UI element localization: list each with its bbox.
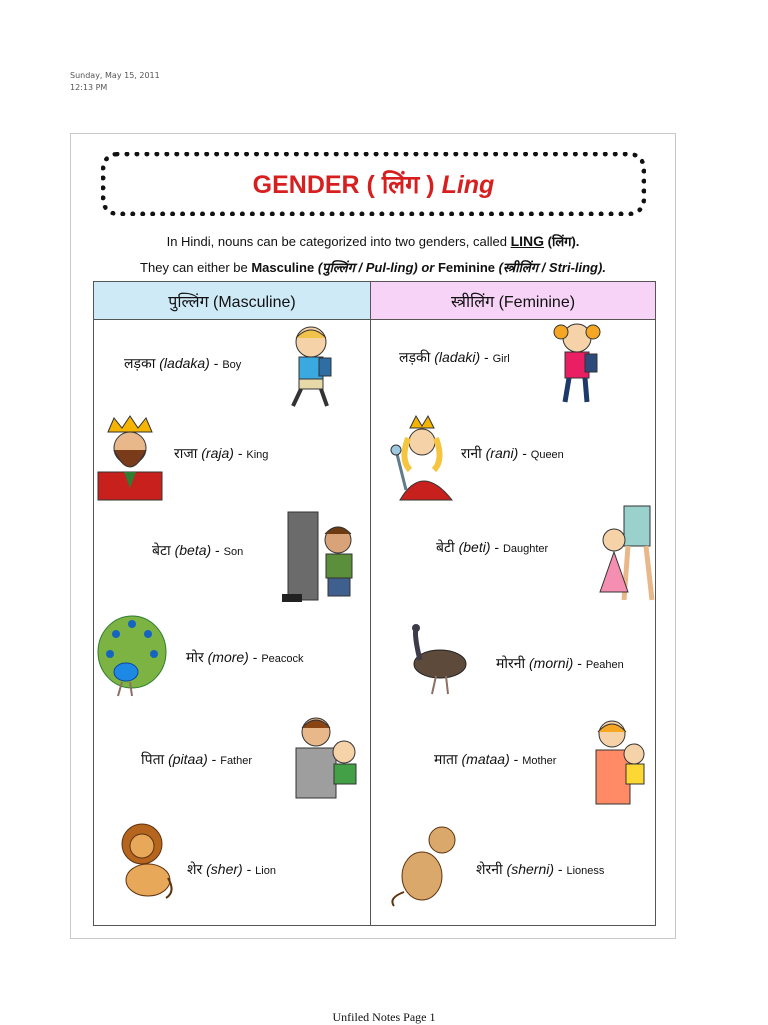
note-date: Sunday, May 15, 2011 (70, 71, 160, 80)
hindi-word: शेरनी (476, 861, 503, 877)
hindi-word: पिता (141, 751, 165, 767)
separator: - (518, 445, 531, 461)
king-illustration (94, 414, 166, 502)
peacock-illustration (96, 612, 168, 702)
transliteration: (more) (207, 649, 249, 665)
feminine-entry (461, 444, 564, 463)
title-main: GENDER ( लिंग ) (252, 171, 435, 199)
separator: - (242, 861, 256, 877)
queen-illustration (386, 410, 458, 502)
masculine-header: पुल्लिंग (Masculine) (94, 282, 371, 320)
english-word: Peacock (261, 653, 304, 665)
intro-feminine: Feminine (437, 260, 496, 275)
english-word: Lion (255, 865, 276, 877)
separator: - (248, 649, 262, 665)
separator: - (509, 751, 523, 767)
english-word: Boy (222, 359, 242, 371)
intro-line-1 (71, 232, 675, 250)
transliteration: (ladaki) (434, 349, 481, 365)
english-word: Mother (522, 755, 557, 767)
boy-illustration (279, 322, 344, 412)
separator: - (233, 445, 247, 461)
daughter-illustration (594, 504, 656, 604)
mother-illustration (590, 716, 652, 808)
feminine-entry (496, 654, 624, 673)
masculine-entry (152, 541, 243, 560)
transliteration: (pitaa) (168, 751, 208, 767)
hindi-word: बेटी (436, 539, 455, 555)
intro-masculine: Masculine (251, 260, 315, 275)
note-time: 12:13 PM (70, 83, 108, 92)
feminine-entry (434, 750, 556, 769)
peahen-illustration (402, 622, 472, 698)
lion-illustration (118, 822, 176, 902)
intro-ling: LING (510, 233, 545, 249)
note-timestamp (70, 70, 160, 94)
hindi-word: मोरनी (496, 655, 526, 671)
transliteration: (raja) (201, 445, 234, 461)
separator: - (211, 542, 224, 558)
title-frame (101, 152, 646, 216)
transliteration: (morni) (529, 655, 574, 671)
transliteration: (sher) (206, 861, 243, 877)
page-title (253, 167, 495, 201)
separator: - (573, 655, 586, 671)
feminine-entry (476, 860, 604, 879)
intro-striling: (स्त्रीलिंग / Stri-ling). (495, 260, 606, 275)
hindi-word: शेर (187, 861, 203, 877)
hindi-word: माता (434, 751, 458, 767)
transliteration: (beta) (174, 542, 212, 558)
intro-ling-hindi: (लिंग). (544, 234, 580, 249)
hindi-word: राजा (174, 445, 198, 461)
intro-line-2 (71, 258, 675, 276)
masculine-entry (141, 750, 252, 769)
gender-table (93, 281, 656, 926)
english-word: Father (220, 755, 253, 767)
hindi-word: लड़का (124, 355, 156, 371)
english-word: Daughter (502, 543, 549, 555)
separator: - (207, 751, 221, 767)
transliteration: (mataa) (461, 751, 510, 767)
intro-pulling: (पुल्लिंग / Pul-ling) or (314, 260, 438, 275)
hindi-word: मोर (186, 649, 204, 665)
column-divider (370, 320, 371, 926)
intro-text: They can either be (140, 260, 252, 275)
transliteration: (beti) (458, 539, 491, 555)
hindi-word: रानी (461, 445, 482, 461)
transliteration: (ladaka) (159, 355, 210, 371)
hindi-word: बेटा (152, 542, 171, 558)
feminine-entry (399, 348, 510, 367)
masculine-entry (186, 648, 304, 667)
transliteration: (rani) (485, 445, 519, 461)
masculine-entry (187, 860, 276, 879)
english-word: King (246, 449, 269, 461)
lioness-illustration (384, 822, 464, 908)
english-word: Queen (530, 449, 564, 461)
girl-illustration (549, 318, 609, 410)
son-illustration (280, 510, 362, 605)
hindi-word: लड़की (399, 349, 431, 365)
english-word: Son (223, 546, 244, 558)
masculine-entry (124, 354, 241, 373)
father-illustration (290, 712, 362, 802)
worksheet-image (70, 133, 676, 939)
title-latin: Ling (441, 171, 495, 199)
separator: - (554, 861, 567, 877)
feminine-header: स्त्रीलिंग (Feminine) (371, 282, 655, 320)
english-word: Lioness (566, 865, 605, 877)
english-word: Girl (492, 353, 510, 365)
separator: - (480, 349, 493, 365)
feminine-entry (436, 538, 548, 557)
intro-text: In Hindi, nouns can be categorized into two genders, called (166, 234, 511, 249)
masculine-entry (174, 444, 268, 463)
english-word: Peahen (585, 659, 624, 671)
separator: - (490, 539, 503, 555)
transliteration: (sherni) (506, 861, 555, 877)
separator: - (209, 355, 223, 371)
page-footer: Unfiled Notes Page 1 (332, 1010, 436, 1024)
